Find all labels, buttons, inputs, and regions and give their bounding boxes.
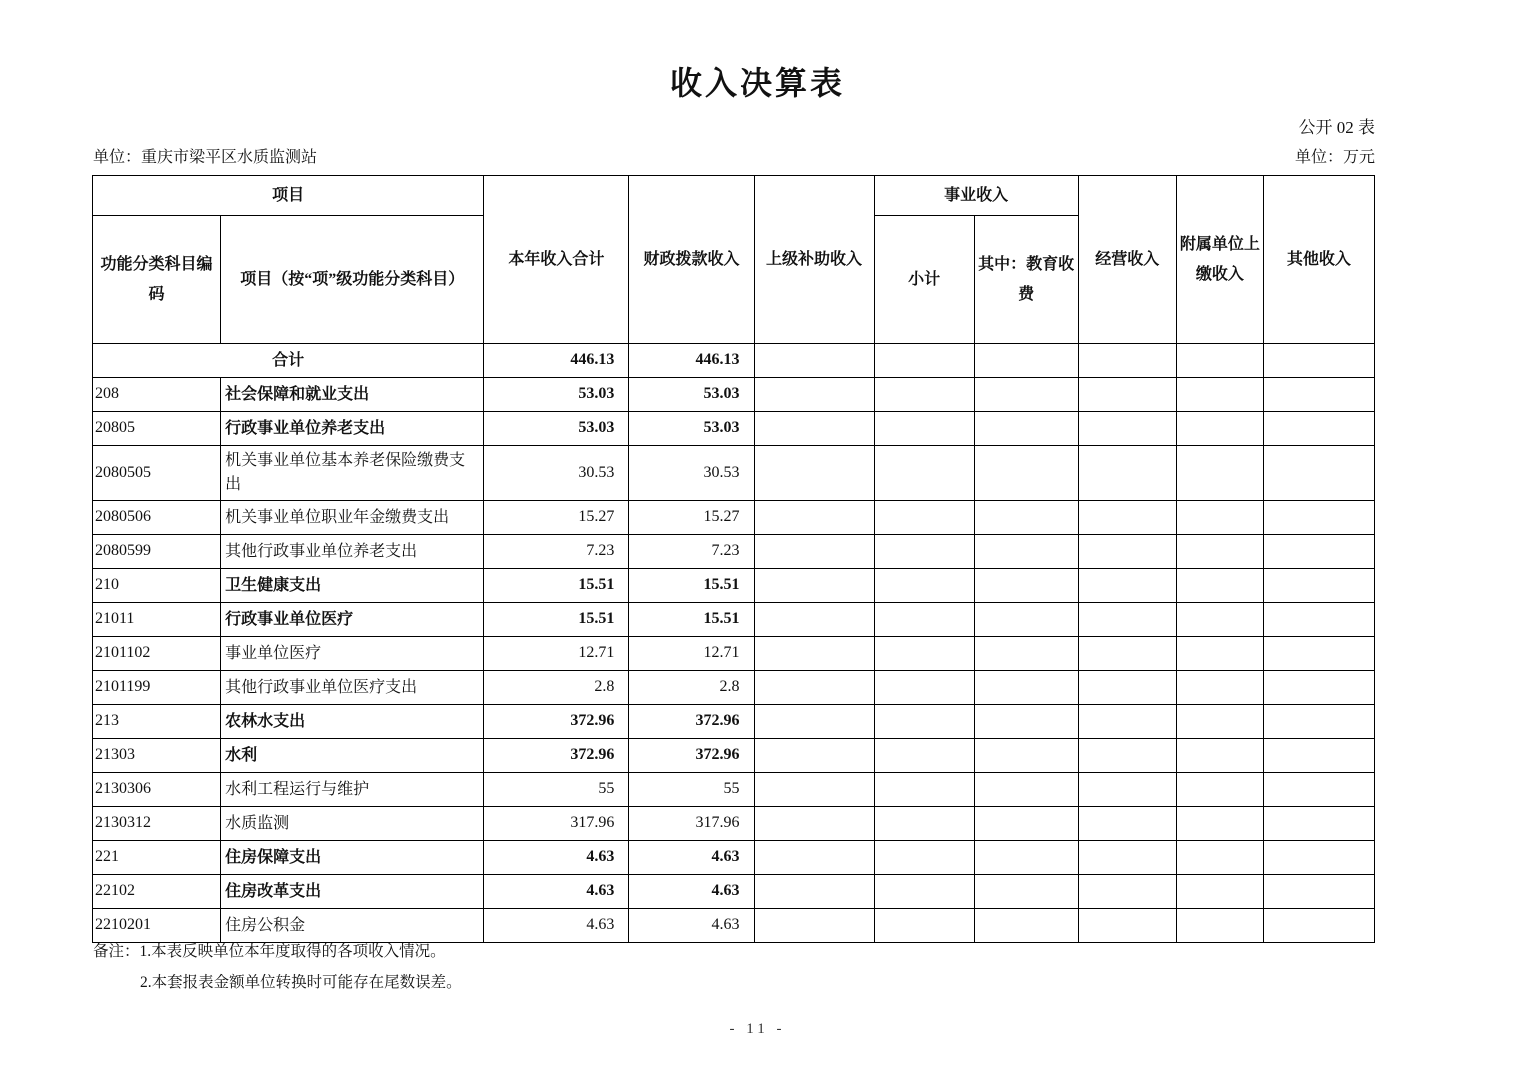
cell-value [754,412,874,446]
cell-value [874,535,974,569]
table-row [93,773,1375,807]
cell-value [974,569,1078,603]
footnote-1-text: 1.本表反映单位本年度取得的各项收入情况。 [139,943,446,960]
cell-value: 372.96 [629,739,754,773]
cell-value [874,412,974,446]
header-function-code: 功能分类科目编码 [93,216,221,344]
cell-value [1263,501,1374,535]
cell-value [874,603,974,637]
header-education-fee: 其中：教育收费 [974,216,1078,344]
cell-value [1263,705,1374,739]
cell-value [974,909,1078,943]
cell-value [1263,841,1374,875]
cell-value [1176,705,1263,739]
cell-value [1176,773,1263,807]
cell-value: 53.03 [629,378,754,412]
table-row [93,344,1375,378]
cell-value [1176,637,1263,671]
cell-value [1078,378,1176,412]
cell-value: 15.27 [629,501,754,535]
table-row [93,841,1375,875]
cell-function-code: 2130306 [93,773,221,807]
cell-value [1263,637,1374,671]
cell-value [754,739,874,773]
cell-value: 372.96 [484,705,629,739]
cell-value [1176,603,1263,637]
cell-value [874,637,974,671]
cell-value [874,909,974,943]
cell-value [1078,501,1176,535]
cell-function-code: 208 [93,378,221,412]
cell-value: 372.96 [484,739,629,773]
cell-value [974,344,1078,378]
cell-function-code: 210 [93,569,221,603]
cell-project-name: 机关事业单位职业年金缴费支出 [221,501,484,535]
cell-project-name: 水利 [221,739,484,773]
cell-value: 55 [629,773,754,807]
header-project-name: 项目（按“项”级功能分类科目） [221,216,484,344]
cell-value [974,705,1078,739]
cell-value [1263,671,1374,705]
cell-project-name: 卫生健康支出 [221,569,484,603]
cell-value [974,446,1078,501]
page-title: 收入决算表 [669,65,845,101]
cell-value: 4.63 [484,909,629,943]
cell-value: 30.53 [629,446,754,501]
cell-project-name: 住房公积金 [221,909,484,943]
header-row-groups [93,176,1375,216]
cell-value [1263,807,1374,841]
cell-value [874,671,974,705]
doc-number-label: 公开 02 表 [1298,118,1375,137]
cell-value [974,637,1078,671]
income-final-accounts-table [92,175,1375,943]
cell-value [754,501,874,535]
cell-function-code: 21303 [93,739,221,773]
cell-value [754,344,874,378]
cell-project-name: 其他行政事业单位医疗支出 [221,671,484,705]
cell-value [1078,412,1176,446]
cell-value [1263,569,1374,603]
cell-value [1078,773,1176,807]
cell-value [974,739,1078,773]
header-current-year-total: 本年收入合计 [484,176,629,344]
cell-value [1176,378,1263,412]
table-row [93,909,1375,943]
cell-value [1263,739,1374,773]
cell-value: 53.03 [629,412,754,446]
table-row [93,705,1375,739]
table-row [93,569,1375,603]
cell-value [874,446,974,501]
cell-value [1078,637,1176,671]
cell-function-code: 213 [93,705,221,739]
cell-value [1078,705,1176,739]
cell-value [1176,569,1263,603]
cell-value [874,773,974,807]
cell-function-code: 2080505 [93,446,221,501]
cell-value [754,875,874,909]
cell-value [1263,773,1374,807]
cell-value [1176,807,1263,841]
cell-value [874,807,974,841]
table-row [93,378,1375,412]
cell-value: 53.03 [484,378,629,412]
cell-value: 15.51 [484,603,629,637]
cell-value: 15.51 [484,569,629,603]
cell-value [1176,841,1263,875]
cell-value [874,569,974,603]
footnotes [93,941,462,1003]
cell-function-code: 2101102 [93,637,221,671]
cell-value: 4.63 [484,841,629,875]
cell-value [1078,446,1176,501]
cell-value [1078,603,1176,637]
cell-value [1263,875,1374,909]
cell-value: 15.51 [629,603,754,637]
header-project-group: 项目 [93,176,484,216]
cell-project-name: 其他行政事业单位养老支出 [221,535,484,569]
header-subtotal: 小计 [874,216,974,344]
cell-grand-total-label: 合计 [93,344,484,378]
cell-value [874,501,974,535]
cell-value [874,705,974,739]
cell-value [974,378,1078,412]
cell-project-name: 机关事业单位基本养老保险缴费支出 [221,446,484,501]
cell-value [974,875,1078,909]
table-row [93,446,1375,501]
cell-value [1078,671,1176,705]
cell-function-code: 2080506 [93,501,221,535]
cell-value [1078,535,1176,569]
cell-function-code: 2080599 [93,535,221,569]
cell-function-code: 2130312 [93,807,221,841]
cell-value: 2.8 [484,671,629,705]
cell-value [974,535,1078,569]
cell-value: 12.71 [484,637,629,671]
cell-value: 446.13 [484,344,629,378]
cell-value [974,412,1078,446]
cell-value [1078,909,1176,943]
cell-value: 372.96 [629,705,754,739]
cell-value: 15.27 [484,501,629,535]
cell-function-code: 21011 [93,603,221,637]
cell-value: 317.96 [484,807,629,841]
cell-value [1263,378,1374,412]
table-row [93,739,1375,773]
cell-value: 4.63 [629,909,754,943]
table-row [93,603,1375,637]
cell-value: 4.63 [629,875,754,909]
footnote-2-text: 2.本套报表金额单位转换时可能存在尾数误差。 [140,974,462,991]
cell-value: 12.71 [629,637,754,671]
cell-function-code: 22102 [93,875,221,909]
cell-project-name: 行政事业单位养老支出 [221,412,484,446]
cell-value [1176,412,1263,446]
cell-value [974,501,1078,535]
table-row [93,807,1375,841]
cell-value [1078,875,1176,909]
cell-value [1263,909,1374,943]
cell-value [1176,671,1263,705]
cell-value [754,637,874,671]
cell-value [754,446,874,501]
cell-value: 53.03 [484,412,629,446]
cell-value [754,569,874,603]
table-row [93,671,1375,705]
cell-project-name: 住房保障支出 [221,841,484,875]
table-row [93,535,1375,569]
currency-unit-label: 单位：万元 [1294,149,1375,166]
cell-value [1176,446,1263,501]
cell-value [1078,739,1176,773]
cell-value [754,378,874,412]
cell-value: 4.63 [484,875,629,909]
cell-value [1263,535,1374,569]
cell-value [974,807,1078,841]
table-row [93,501,1375,535]
cell-value [754,603,874,637]
cell-project-name: 行政事业单位医疗 [221,603,484,637]
cell-value [1176,501,1263,535]
cell-value [754,705,874,739]
cell-function-code: 2101199 [93,671,221,705]
cell-value [754,773,874,807]
cell-value [1176,535,1263,569]
cell-value [1078,344,1176,378]
cell-value [1078,569,1176,603]
cell-value [754,807,874,841]
cell-value [1176,344,1263,378]
cell-value: 7.23 [629,535,754,569]
cell-value: 2.8 [629,671,754,705]
header-other-income: 其他收入 [1263,176,1374,344]
cell-value: 7.23 [484,535,629,569]
cell-project-name: 水质监测 [221,807,484,841]
cell-project-name: 社会保障和就业支出 [221,378,484,412]
cell-value [1263,446,1374,501]
cell-project-name: 农林水支出 [221,705,484,739]
cell-value: 30.53 [484,446,629,501]
cell-value [874,344,974,378]
cell-value: 55 [484,773,629,807]
footnote-1 [93,941,462,962]
cell-project-name: 住房改革支出 [221,875,484,909]
cell-value [874,739,974,773]
header-superior-subsidy: 上级补助收入 [754,176,874,344]
cell-value: 446.13 [629,344,754,378]
table-row [93,412,1375,446]
cell-value: 4.63 [629,841,754,875]
cell-value: 15.51 [629,569,754,603]
cell-project-name: 事业单位医疗 [221,637,484,671]
table-row [93,875,1375,909]
cell-project-name: 水利工程运行与维护 [221,773,484,807]
cell-value [974,841,1078,875]
cell-value [974,671,1078,705]
cell-function-code: 20805 [93,412,221,446]
header-operating-income: 经营收入 [1078,176,1176,344]
cell-value [1176,909,1263,943]
cell-value [754,909,874,943]
cell-value [1176,875,1263,909]
header-business-income-group: 事业收入 [874,176,1078,216]
org-name-label: 单位：重庆市梁平区水质监测站 [93,149,318,166]
cell-value [1078,841,1176,875]
cell-value [874,841,974,875]
cell-value [754,535,874,569]
table-row [93,637,1375,671]
cell-value [1078,807,1176,841]
cell-function-code: 2210201 [93,909,221,943]
cell-value [1263,344,1374,378]
cell-value: 317.96 [629,807,754,841]
footnote-2 [93,972,462,993]
cell-value [974,603,1078,637]
footnotes-label: 备注： [93,943,140,960]
page-number: - 11 - [729,1021,786,1037]
cell-value [874,378,974,412]
header-fiscal-appropriation: 财政拨款收入 [629,176,754,344]
header-affiliate-remitted: 附属单位上缴收入 [1176,176,1263,344]
cell-value [1263,603,1374,637]
cell-value [874,875,974,909]
cell-value [754,671,874,705]
cell-value [974,773,1078,807]
cell-value [754,841,874,875]
cell-value [1176,739,1263,773]
cell-function-code: 221 [93,841,221,875]
cell-value [1263,412,1374,446]
